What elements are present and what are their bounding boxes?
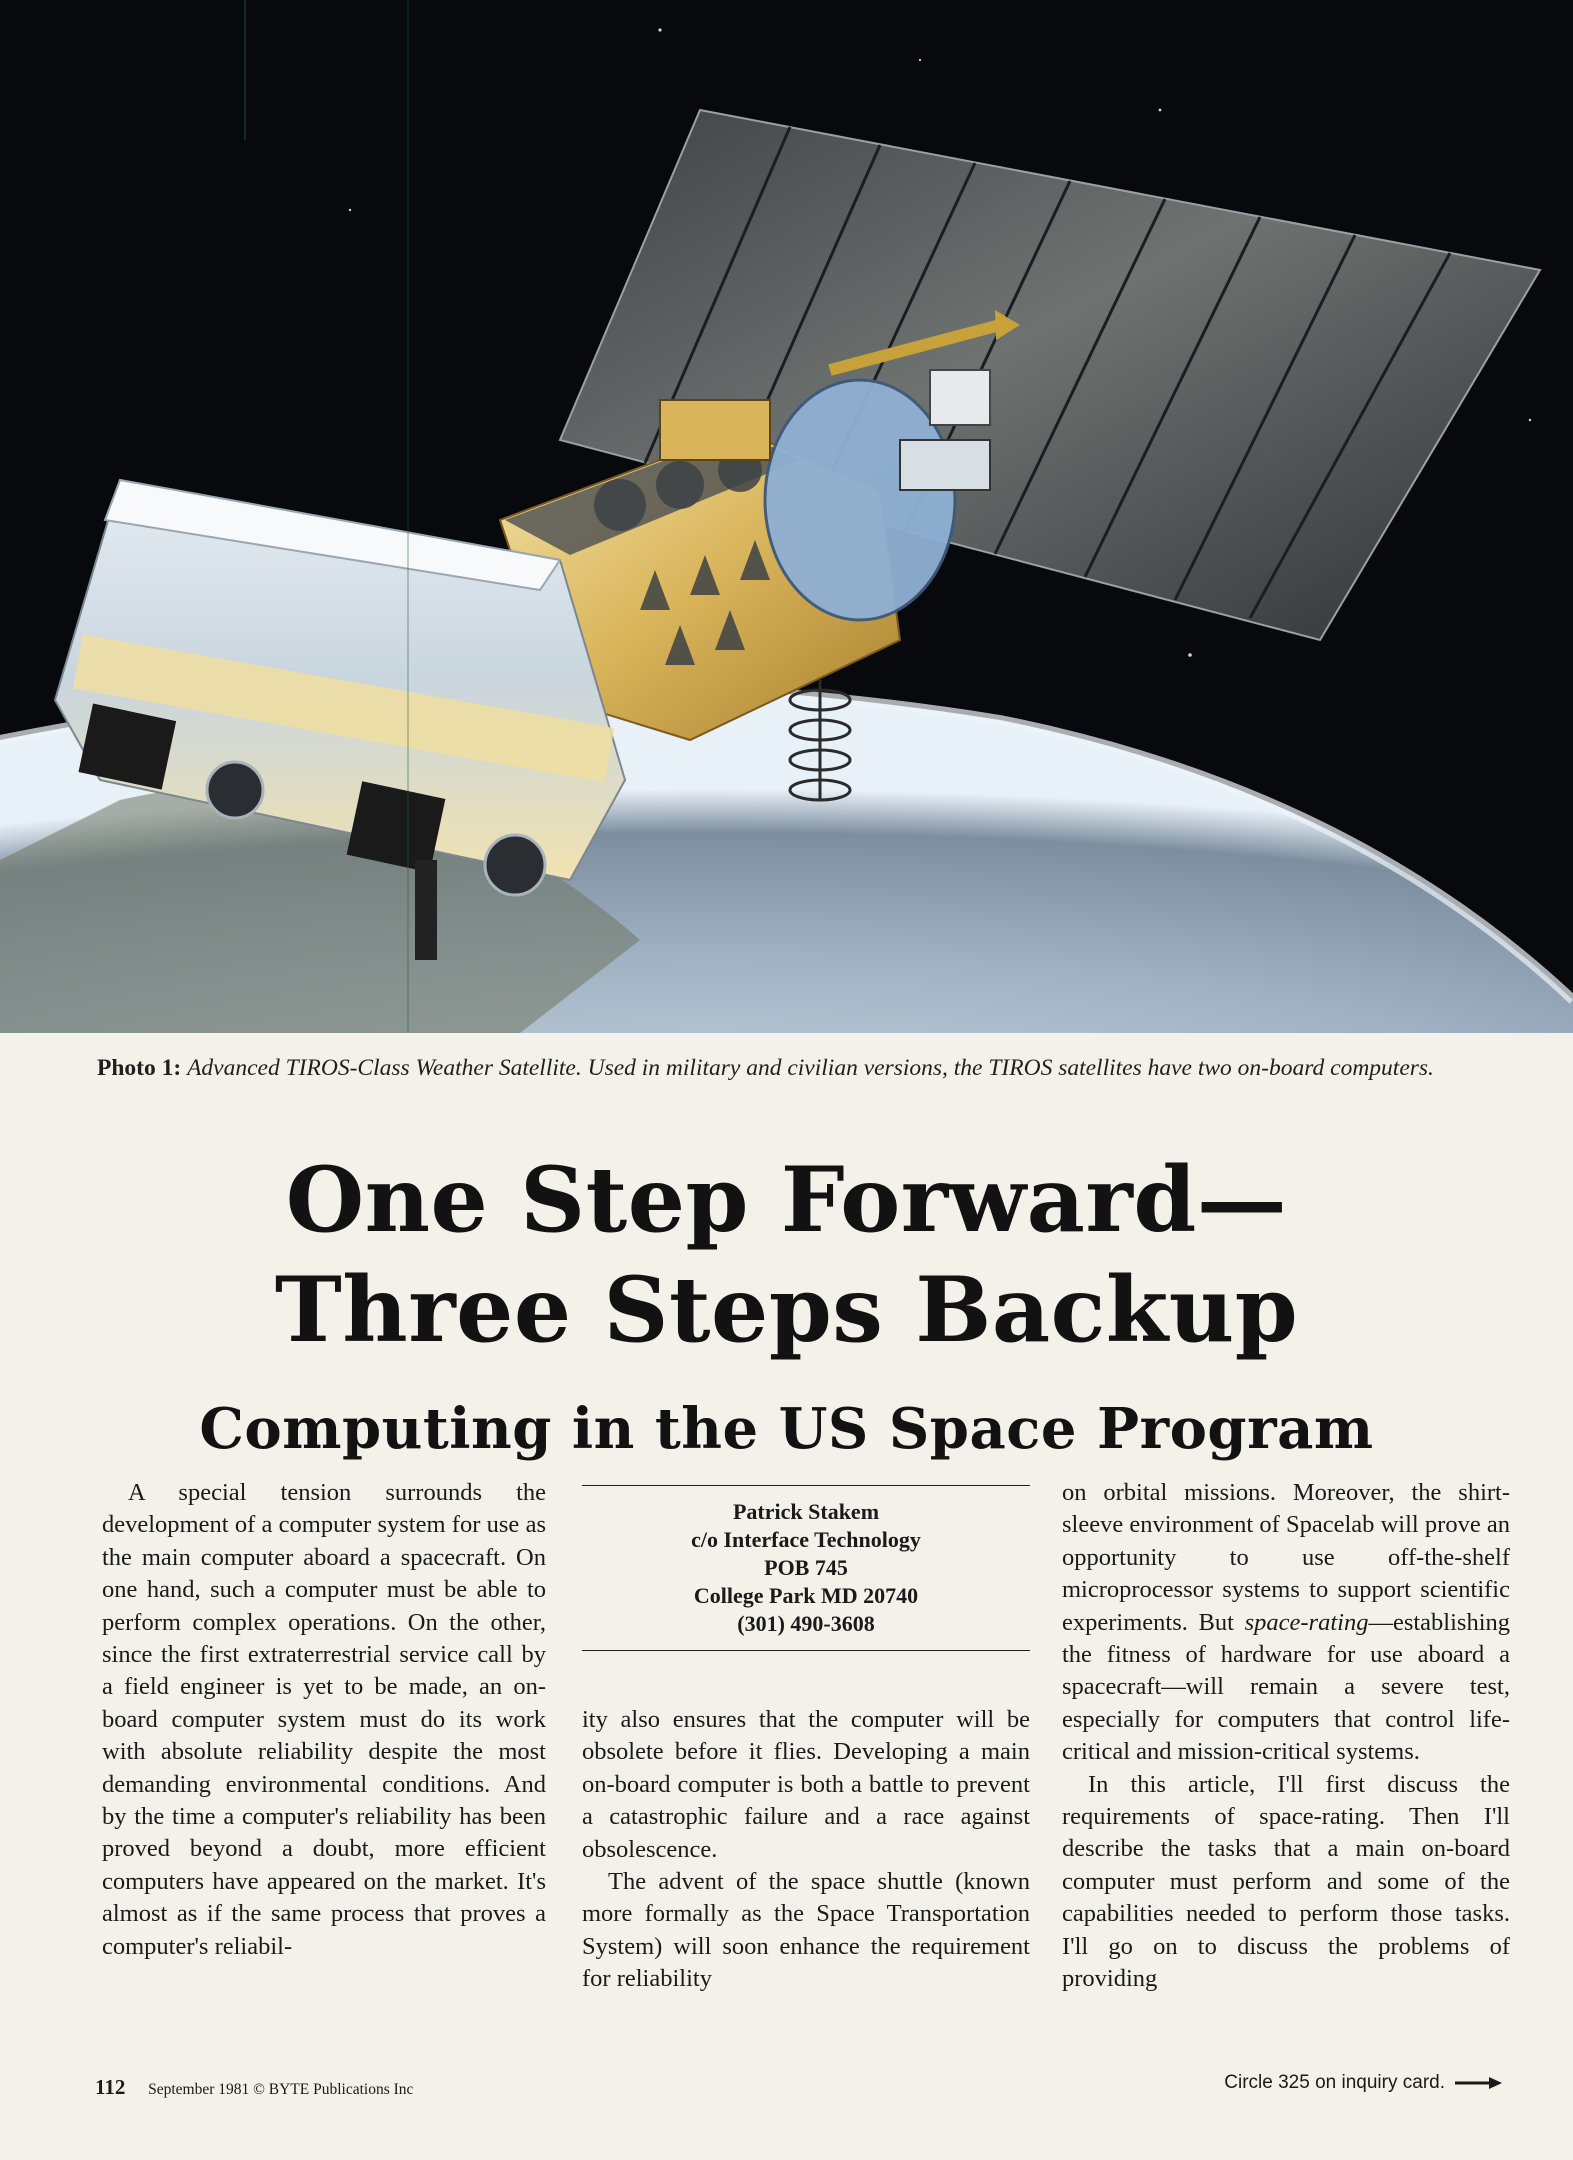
text-run: —establishing the fitness of hardware for use aboard a spacecraft—will remain a severe test, especially for computers that control life-critical and mission-critical systems.	[1062, 1608, 1510, 1766]
article-title-line-1: One Step Forward—	[285, 1147, 1288, 1253]
satellite-illustration	[0, 0, 1573, 1033]
caption-text: Advanced TIROS-Class Weather Satellite. Used in military and civilian versions, the TIROS satellites have two on-board computers.	[187, 1055, 1434, 1081]
body-column-1	[102, 1477, 546, 1963]
paragraph: In this article, I'll first discuss the requirements of space-rating. Then I'll describe the tasks that a main on-board computer must perform and some of the capabilities needed to perform those tasks. I'll go on to discuss the problems of providing	[1062, 1770, 1510, 1993]
inquiry-text: Circle 325 on inquiry card.	[1224, 2072, 1445, 2093]
author-phone: (301) 490-3608	[737, 1611, 875, 1636]
author-city: College Park MD 20740	[693, 1583, 919, 1608]
paragraph: A special tension surrounds the development of a computer system for use as the main computer aboard a spacecraft. On one hand, such a computer must be able to perform complex operations. On the other, since the first extraterrestrial service call by a field engineer is yet to be made, an on-board computer system must do its work with absolute reliability despite the most demanding environmental conditions. And by the time a computer's reliability has been proved beyond a doubt, more efficient computers have appeared on the market. It's almost as if the same process that proves a computer's reliabil-	[102, 1479, 546, 1960]
paragraph	[1062, 1477, 1510, 1769]
right-arrow-icon	[1455, 2076, 1503, 2090]
page-footer	[95, 2075, 413, 2100]
author-pob: POB 745	[764, 1555, 848, 1580]
paragraph: ity also ensures that the computer will be obsolete before it flies. Developing a main on-board computer is both a battle to prevent a catastrophic failure and a race against obsolescence.	[582, 1706, 1030, 1863]
publication-credit: September 1981 © BYTE Publications Inc	[148, 2081, 414, 2098]
article-title-line-2: Three Steps Backup	[274, 1257, 1299, 1363]
photo-caption	[97, 1053, 1507, 1083]
paragraph: The advent of the space shuttle (known more formally as the Space Transportation System) will soon enhance the requirement for reliability	[582, 1868, 1030, 1993]
page-number: 112	[95, 2075, 126, 2099]
author-byline	[582, 1485, 1030, 1651]
satellite-photo	[0, 0, 1573, 1033]
author-organization: c/o Interface Technology	[691, 1527, 921, 1552]
emphasis-term: space-rating	[1244, 1608, 1369, 1636]
article-subtitle: Computing in the US Space Program	[199, 1396, 1374, 1462]
inquiry-note	[1224, 2072, 1503, 2094]
body-column-3	[1062, 1477, 1510, 1996]
body-column-2	[582, 1704, 1030, 1996]
author-name: Patrick Stakem	[732, 1499, 880, 1524]
text-run: on orbital missions. Moreover, the shirt-sleeve environment of Spacelab will prove an opportunity to use off-the-shelf microprocessor systems to support scientific experiments. But	[1062, 1479, 1510, 1636]
caption-label: Photo 1:	[97, 1055, 182, 1081]
